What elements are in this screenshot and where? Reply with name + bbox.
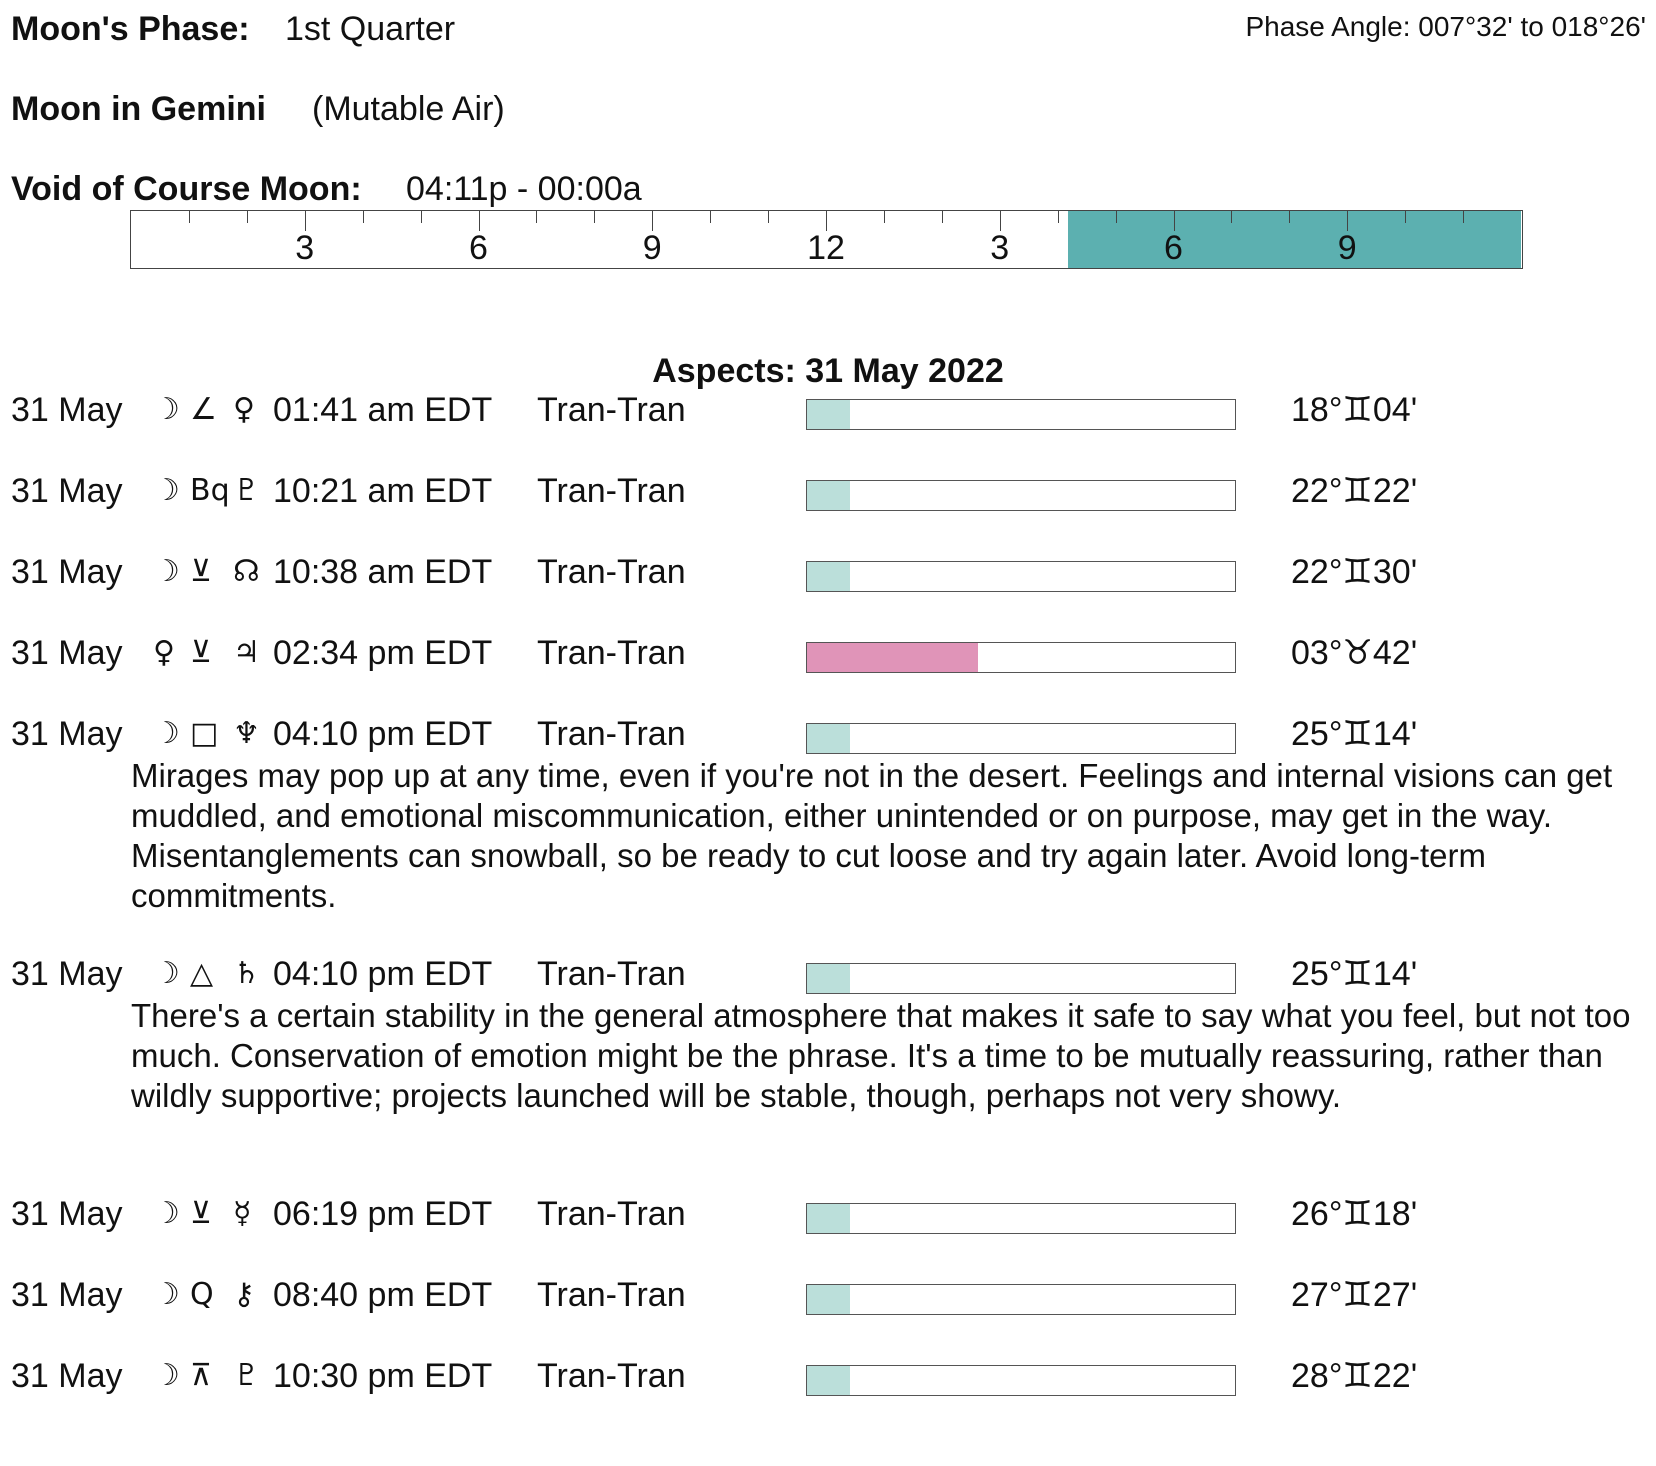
- planet-glyph-2: ♆: [233, 716, 260, 751]
- planet-glyph-2: ☿: [233, 1196, 252, 1231]
- timeline-tick: [710, 211, 711, 223]
- timeline-tick: [768, 211, 769, 223]
- aspect-type: Tran-Tran: [537, 553, 686, 591]
- aspect-date: 31 May: [11, 634, 123, 672]
- planet-glyph-1: ☽: [153, 716, 180, 751]
- aspect-strength-bar: [806, 399, 1236, 430]
- planet-glyph-1: ☽: [153, 1277, 180, 1312]
- timeline-tick: [1000, 211, 1001, 231]
- timeline-tick: [363, 211, 364, 223]
- aspect-time: 04:10 pm EDT: [273, 955, 493, 993]
- aspect-strength-bar: [806, 963, 1236, 994]
- timeline-tick: [421, 211, 422, 223]
- aspect-glyph: ∠: [190, 392, 217, 427]
- timeline-tick: [189, 211, 190, 223]
- aspect-strength-fill: [807, 1285, 850, 1314]
- timeline-hour-label: 9: [642, 229, 662, 267]
- aspect-position: 27°♊27': [1291, 1276, 1418, 1314]
- timeline-tick: [1116, 211, 1117, 223]
- planet-glyph-1: ♀: [153, 635, 175, 670]
- aspect-type: Tran-Tran: [537, 472, 686, 510]
- timeline-hour-label: 12: [807, 229, 845, 267]
- aspect-glyph: ⊻: [190, 1196, 212, 1231]
- planet-glyph-2: ⚷: [233, 1277, 255, 1312]
- aspect-row: [11, 1273, 1611, 1317]
- planet-glyph-1: ☽: [153, 554, 180, 589]
- timeline-tick: [884, 211, 885, 223]
- planet-glyph-2: ♇: [233, 1358, 260, 1393]
- aspect-strength-fill: [807, 1366, 850, 1395]
- moon-phase-value: 1st Quarter: [285, 10, 456, 48]
- aspect-time: 10:21 am EDT: [273, 472, 493, 510]
- timeline-hour-label: 6: [469, 229, 488, 267]
- aspect-strength-fill: [807, 724, 850, 753]
- moon-phase-label: Moon's Phase:: [11, 10, 250, 48]
- aspect-strength-fill: [807, 400, 850, 429]
- moon-sign-quality: (Mutable Air): [312, 90, 505, 128]
- aspect-row: [11, 388, 1611, 432]
- aspect-type: Tran-Tran: [537, 1276, 686, 1314]
- aspect-interpretation: There's a certain stability in the general atmosphere that makes it safe to say what you feel, but not too much. Conservation of emotion might be the phrase. It's a time to be mutually reassuring, rather than wildly supportive; projects launched will be stable, though, perhaps not very showy.: [131, 997, 1631, 1114]
- aspect-row: [11, 1354, 1611, 1398]
- timeline-tick: [594, 211, 595, 223]
- timeline-tick: [826, 211, 827, 231]
- timeline-hour-label: 9: [1337, 229, 1357, 267]
- planet-glyph-1: ☽: [153, 1358, 180, 1393]
- timeline-tick: [1463, 211, 1464, 223]
- aspect-type: Tran-Tran: [537, 1195, 686, 1233]
- aspect-date: 31 May: [11, 391, 123, 429]
- aspect-strength-bar: [806, 642, 1236, 673]
- aspect-position: 22°♊22': [1291, 472, 1418, 510]
- aspect-glyph: □: [190, 716, 219, 751]
- planet-glyph-2: ♃: [233, 635, 260, 670]
- aspect-position: 18°♊04': [1291, 391, 1418, 429]
- timeline-hour-label: 6: [1164, 229, 1183, 267]
- planet-glyph-1: ☽: [153, 956, 180, 991]
- aspect-date: 31 May: [11, 1195, 123, 1233]
- timeline-tick: [1058, 211, 1059, 223]
- timeline-tick: [1174, 211, 1175, 231]
- planet-glyph-2: ☊: [233, 554, 260, 589]
- aspect-position: 22°♊30': [1291, 553, 1418, 591]
- moon-sign: Moon in Gemini: [11, 90, 266, 128]
- aspect-type: Tran-Tran: [537, 715, 686, 753]
- aspect-time: 01:41 am EDT: [273, 391, 493, 429]
- aspect-strength-bar: [806, 1365, 1236, 1396]
- timeline-tick: [942, 211, 943, 223]
- planet-glyph-2: ♄: [233, 956, 260, 991]
- aspect-row: [11, 712, 1611, 756]
- timeline-tick: [652, 211, 653, 231]
- timeline-tick: [305, 211, 306, 231]
- aspect-position: 25°♊14': [1291, 715, 1418, 753]
- timeline-tick: [1289, 211, 1290, 223]
- aspect-strength-fill: [807, 964, 850, 993]
- aspect-date: 31 May: [11, 955, 123, 993]
- aspect-type: Tran-Tran: [537, 634, 686, 672]
- aspect-strength-bar: [806, 1284, 1236, 1315]
- aspect-strength-bar: [806, 1203, 1236, 1234]
- aspect-type: Tran-Tran: [537, 955, 686, 993]
- planet-glyph-1: ☽: [153, 473, 180, 508]
- aspect-date: 31 May: [11, 1276, 123, 1314]
- aspect-type: Tran-Tran: [537, 1357, 686, 1395]
- aspect-glyph: ⊼: [190, 1358, 212, 1393]
- timeline-tick: [247, 211, 248, 223]
- planet-glyph-2: ♇: [233, 473, 260, 508]
- timeline-tick: [1405, 211, 1406, 223]
- aspect-time: 10:30 pm EDT: [273, 1357, 493, 1395]
- planet-glyph-1: ☽: [153, 392, 180, 427]
- timeline-tick: [536, 211, 537, 223]
- timeline-hour-label: 3: [295, 229, 315, 267]
- aspect-row: [11, 1192, 1611, 1236]
- void-of-course-label: Void of Course Moon:: [11, 170, 362, 208]
- aspect-strength-fill: [807, 1204, 850, 1233]
- aspect-time: 06:19 pm EDT: [273, 1195, 493, 1233]
- aspect-time: 02:34 pm EDT: [273, 634, 493, 672]
- aspect-strength-fill: [807, 481, 850, 510]
- aspect-date: 31 May: [11, 715, 123, 753]
- aspect-strength-fill: [807, 562, 850, 591]
- aspect-glyph: Bq: [190, 473, 230, 508]
- aspect-row: [11, 631, 1611, 675]
- timeline-tick: [1231, 211, 1232, 223]
- void-of-course-timeline: [130, 210, 1523, 269]
- aspect-strength-bar: [806, 480, 1236, 511]
- aspect-position: 25°♊14': [1291, 955, 1418, 993]
- timeline-tick: [479, 211, 480, 231]
- aspect-type: Tran-Tran: [537, 391, 686, 429]
- aspect-row: [11, 550, 1611, 594]
- aspect-strength-fill: [807, 643, 978, 672]
- aspect-glyph: △: [190, 956, 214, 991]
- timeline-hour-label: 3: [990, 229, 1010, 267]
- aspect-position: 28°♊22': [1291, 1357, 1418, 1395]
- void-period-fill: [1068, 211, 1521, 268]
- timeline-tick: [1347, 211, 1348, 231]
- aspect-glyph: ⊻: [190, 554, 212, 589]
- aspect-glyph: ⊻: [190, 635, 212, 670]
- aspect-strength-bar: [806, 723, 1236, 754]
- aspect-position: 03°♉42': [1291, 634, 1418, 672]
- planet-glyph-1: ☽: [153, 1196, 180, 1231]
- aspect-date: 31 May: [11, 472, 123, 510]
- aspect-time: 04:10 pm EDT: [273, 715, 493, 753]
- aspect-date: 31 May: [11, 1357, 123, 1395]
- aspect-position: 26°♊18': [1291, 1195, 1418, 1233]
- aspect-strength-bar: [806, 561, 1236, 592]
- planet-glyph-2: ♀: [233, 392, 255, 427]
- aspect-row: [11, 469, 1611, 513]
- aspect-glyph: Q: [190, 1277, 214, 1312]
- phase-angle: Phase Angle: 007°32' to 018°26': [1245, 11, 1646, 42]
- aspect-interpretation: Mirages may pop up at any time, even if you're not in the desert. Feelings and internal visions can get muddled, and emotional miscommunication, either unintended or on purpose, may get in the way. Misentanglements can snowball, so be ready to cut loose and try again later. Avoid long-term commitments.: [131, 757, 1613, 914]
- aspect-date: 31 May: [11, 553, 123, 591]
- aspect-time: 08:40 pm EDT: [273, 1276, 493, 1314]
- void-of-course-value: 04:11p - 00:00a: [406, 170, 642, 208]
- aspect-row: [11, 952, 1611, 996]
- aspect-time: 10:38 am EDT: [273, 553, 493, 591]
- aspects-title: Aspects: 31 May 2022: [652, 352, 1004, 390]
